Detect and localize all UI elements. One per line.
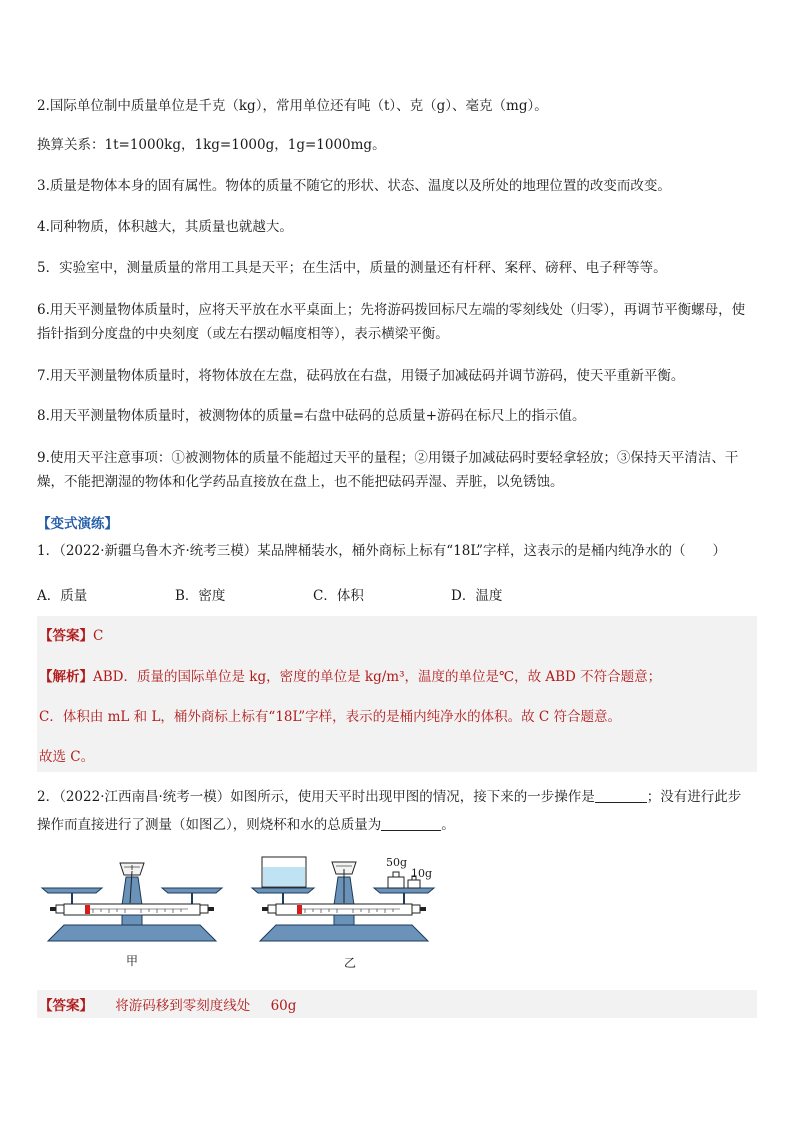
point-8: 8.用天平测量物体质量时，被测物体的质量=右盘中砝码的总质量+游码在标尺上的指示值。 [37,408,586,424]
point-9: 9.使用天平注意事项：①被测物体的质量不能超过天平的量程；②用镊子加减砝码时要轻拿轻放；③保持天平清洁、干燥，不能把潮湿的物体和化学药品直接放在盘上，也不能把砝码弄湿、弄脏，以免锈蚀。 [37,450,739,490]
balance-figure-jia [38,855,226,947]
analysis-line-3: 故选 C。 [39,749,95,765]
q1-option-d: D．温度 [451,588,503,604]
point-conversion: 换算关系：1t=1000kg，1kg=1000g，1g=1000mg。 [37,137,386,153]
weight-label-50g: 50g [386,856,408,869]
q2-answer [39,994,296,1014]
analysis-label: 【解析】 [39,669,93,685]
q2-stem-c: 操作而直接进行了测量（如图乙），则烧杯和水的总质量为 [37,817,382,833]
q2-answer-2: 60g [270,998,297,1014]
balance-figure-yi [248,853,438,949]
q1-answer-box [37,616,757,772]
q2-stem-d: 。 [441,817,455,833]
analysis-line-1: ABD．质量的国际单位是 kg，密度的单位是 kg/m³，温度的单位是℃，故 ABD 不符合题意； [93,669,662,685]
q2-answer-label: 【答案】 [39,998,93,1014]
q2-answer-box [37,990,757,1018]
point-7: 7.用天平测量物体质量时，将物体放在左盘，砝码放在右盘，用镊子加减砝码并调节游码，使天平重新平衡。 [37,368,685,384]
q1-analysis [39,665,661,685]
point-4: 4.同种物质，体积越大，其质量也就越大。 [37,219,293,235]
q2-answer-1: 将游码移到零刻度线处 [115,998,251,1014]
q1-option-b: B．密度 [175,588,226,604]
q1-answer [39,624,103,644]
q2-stem-line-2 [37,815,758,835]
section-title: 【变式演练】 [37,516,118,532]
analysis-line-2: C．体积由 mL 和 L，桶外商标上标有“18L”字样，表示的是桶内纯净水的体积。故 C 符合题意。 [39,709,622,725]
blank-2[interactable] [381,816,441,831]
fig-label-jia: 甲 [126,954,139,968]
blank-1[interactable] [595,788,647,803]
point-3: 3.质量是物体本身的固有属性。物体的质量不随它的形状、状态、温度以及所处的地理位置的改变而改变。 [37,178,671,194]
answer-label: 【答案】 [39,628,93,644]
q1-option-a: A．质量 [37,588,88,604]
q2-stem-line-1 [37,787,758,807]
point-6: 6.用天平测量物体质量时，应将天平放在水平桌面上；先将游码拨回标尺左端的零刻线处（归零），再调节平衡螺母，使指针指到分度盘的中央刻度（或左右摆动幅度相等），表示横梁平衡。 [37,302,746,342]
point-5: 5．实验室中，测量质量的常用工具是天平；在生活中，质量的测量还有杆秤、案秤、磅秤、电子秤等等。 [37,260,667,276]
q2-stem-b: ；没有进行此步 [646,789,742,805]
fig-label-yi: 乙 [344,956,357,970]
point-2: 2.国际单位制中质量单位是千克（kg），常用单位还有吨（t）、克（g）、毫克（mg）。 [37,98,548,114]
answer-value: C [93,628,104,644]
weight-label-10g: 10g [411,867,433,880]
q1-option-c: C．体积 [313,588,364,604]
q1-stem: 1．（2022·新疆乌鲁木齐·统考三模）某品牌桶装水，桶外商标上标有“18L”字样，这表示的是桶内纯净水的（ ） [37,543,726,559]
q2-stem-a: 2．（2022·江西南昌·统考一模）如图所示，使用天平时出现甲图的情况，接下来的一步操作是 [37,789,595,805]
